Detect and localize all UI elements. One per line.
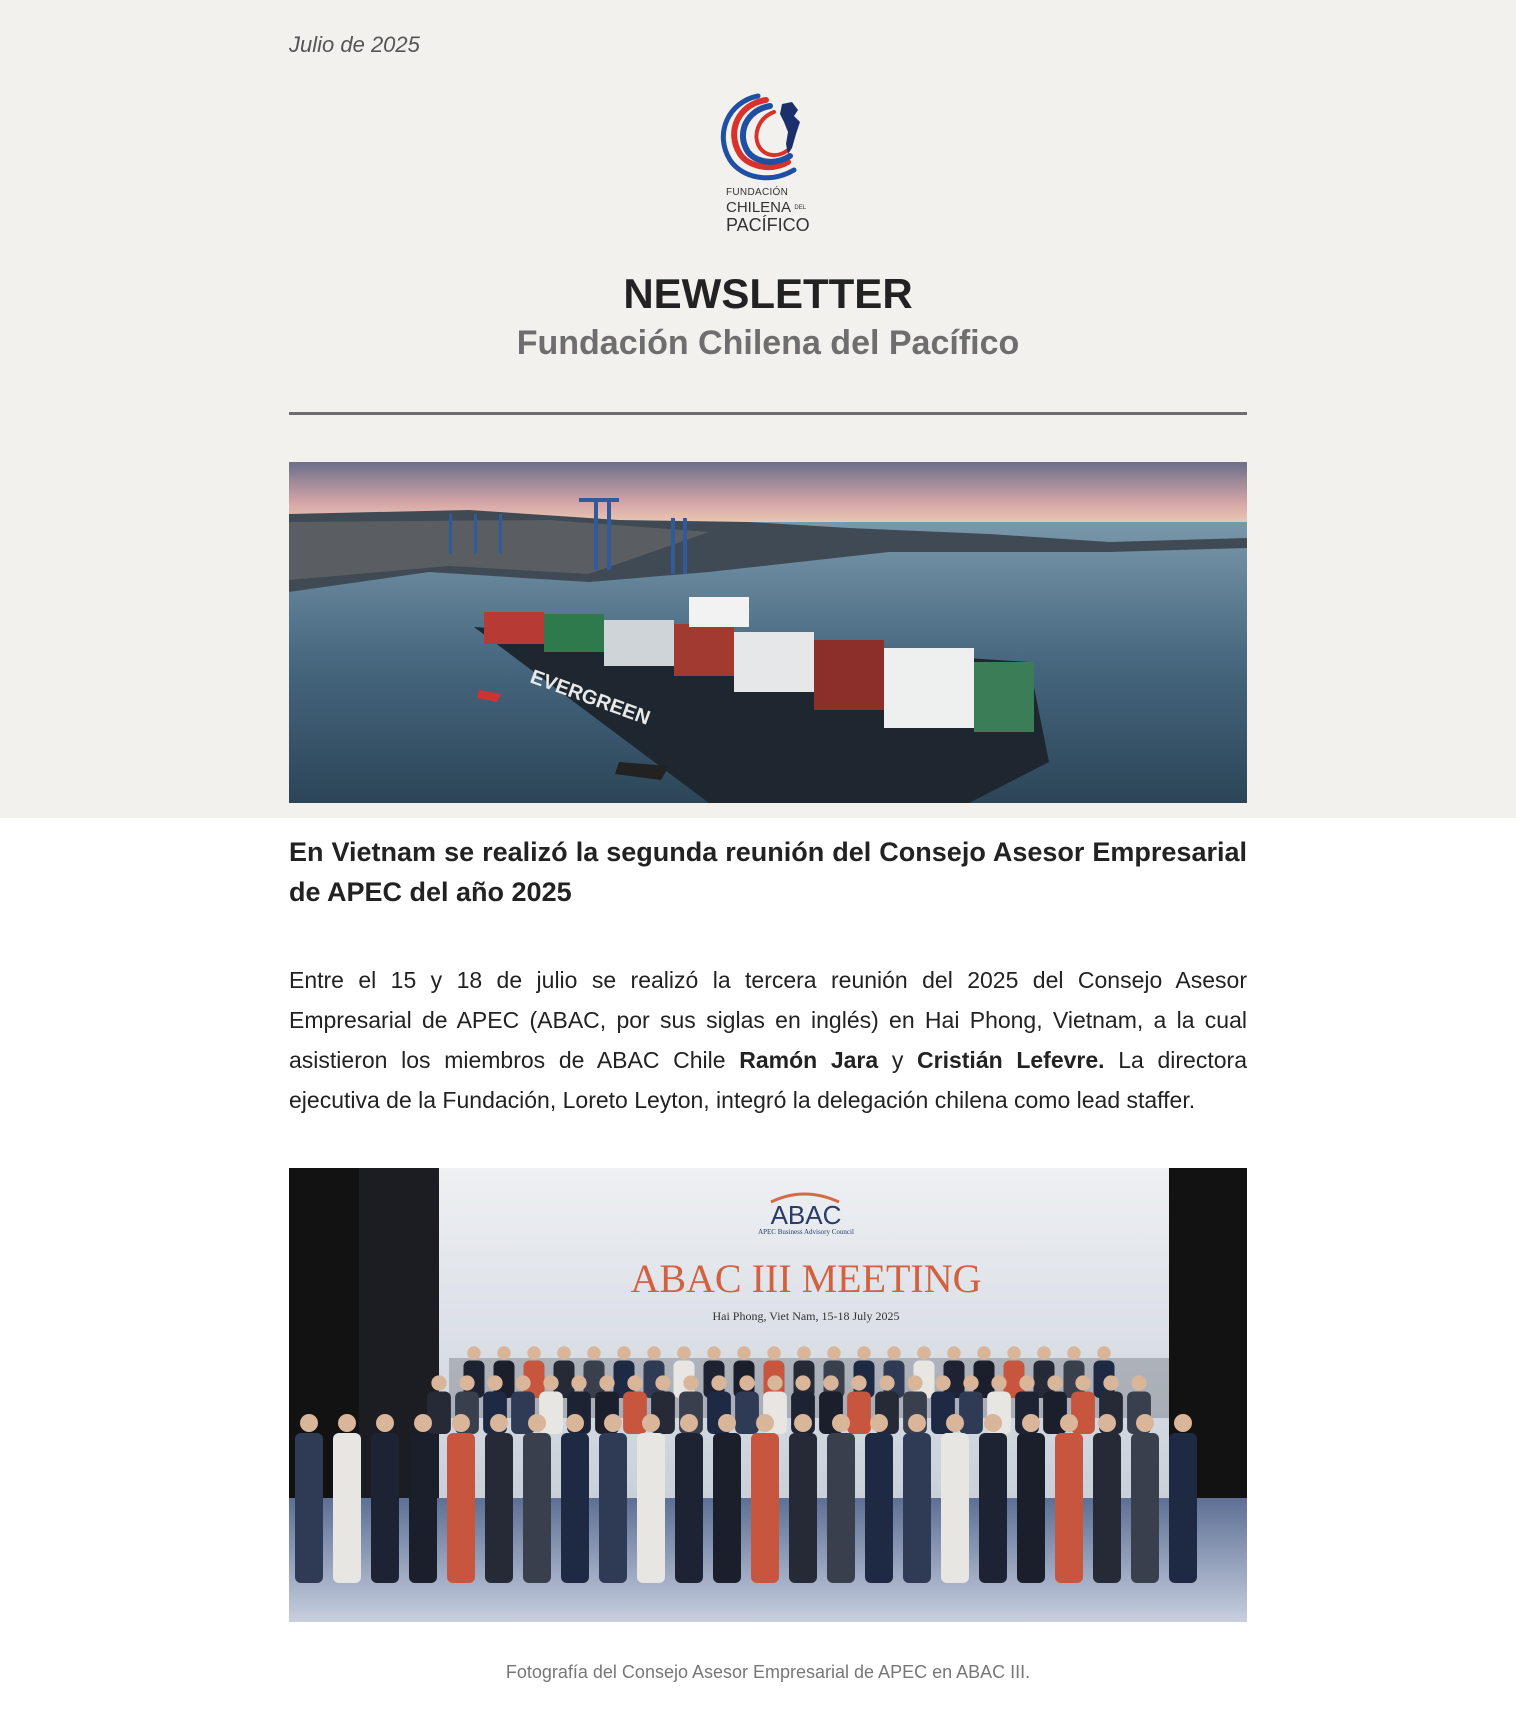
ship-name-label: EVERGREEN: [527, 666, 653, 730]
attendee-head: [300, 1414, 318, 1432]
attendee-body: [371, 1433, 399, 1583]
attendee-body: [865, 1433, 893, 1583]
attendee-head: [587, 1346, 601, 1360]
attendee-head: [857, 1346, 871, 1360]
attendee-head: [870, 1414, 888, 1432]
attendee-head: [879, 1375, 894, 1390]
attendee-head: [797, 1346, 811, 1360]
attendee-head: [963, 1375, 978, 1390]
attendee-head: [1022, 1414, 1040, 1432]
attendee-head: [452, 1414, 470, 1432]
attendee-body: [485, 1433, 513, 1583]
body-text-1: Entre el 15 y 18 de julio se realizó la tercera reunión del 2025 del Consejo Asesor Empresarial de APEC (ABAC, por sus siglas en inglés) en Hai Phong, Vietnam, a la cual asistieron los miembros de ABAC Chile: [289, 967, 1247, 1073]
attendee-head: [823, 1375, 838, 1390]
attendee-head: [467, 1346, 481, 1360]
photo-caption: Fotografía del Consejo Asesor Empresarial de APEC en ABAC III.: [505, 1662, 1031, 1682]
attendee-head: [515, 1375, 530, 1390]
attendee-body: [1169, 1433, 1197, 1583]
attendee-head: [338, 1414, 356, 1432]
article-headline: En Vietnam se realizó la segunda reunión del Consejo Asesor Empresarial de APEC del año 2025: [289, 837, 1247, 907]
attendee-head: [977, 1346, 991, 1360]
attendee-body: [941, 1433, 969, 1583]
attendee-body: [1017, 1433, 1045, 1583]
attendee-body: [847, 1392, 871, 1435]
attendee-head: [497, 1346, 511, 1360]
attendee-body: [561, 1433, 589, 1583]
attendee-body: [979, 1433, 1007, 1583]
attendee-head: [737, 1346, 751, 1360]
attendee-body: [735, 1392, 759, 1435]
container-ship-port-photo: [289, 462, 1247, 803]
banner-small-text: APEC Business Advisory Council: [758, 1228, 854, 1236]
attendee-head: [1060, 1414, 1078, 1432]
newsletter-title: NEWSLETTER: [623, 270, 913, 317]
attendee-head: [642, 1414, 660, 1432]
attendee-head: [677, 1346, 691, 1360]
attendee-body: [903, 1433, 931, 1583]
attendee-head: [1174, 1414, 1192, 1432]
attendee-head: [711, 1375, 726, 1390]
attendee-body: [523, 1433, 551, 1583]
attendee-head: [599, 1375, 614, 1390]
newsletter-date: Julio de 2025: [289, 32, 420, 57]
attendee-head: [655, 1375, 670, 1390]
banner-title-text: ABAC III MEETING: [630, 1256, 982, 1301]
attendee-head: [794, 1414, 812, 1432]
attendee-head: [528, 1414, 546, 1432]
attendee-head: [680, 1414, 698, 1432]
attendee-head: [617, 1346, 631, 1360]
attendee-head: [1019, 1375, 1034, 1390]
attendee-head: [1098, 1414, 1116, 1432]
attendee-head: [1131, 1375, 1146, 1390]
attendee-head: [984, 1414, 1002, 1432]
attendee-head: [718, 1414, 736, 1432]
attendee-head: [683, 1375, 698, 1390]
logo-line-1: FUNDACIÓN: [726, 187, 789, 198]
attendee-head: [1067, 1346, 1081, 1360]
attendee-body: [333, 1433, 361, 1583]
attendee-head: [917, 1346, 931, 1360]
body-text-and: y: [878, 1047, 918, 1073]
attendee-head: [1037, 1346, 1051, 1360]
attendee-head: [571, 1375, 586, 1390]
attendee-body: [447, 1433, 475, 1583]
attendee-head: [490, 1414, 508, 1432]
attendee-head: [1047, 1375, 1062, 1390]
attendee-head: [543, 1375, 558, 1390]
attendee-head: [935, 1375, 950, 1390]
attendee-head: [907, 1375, 922, 1390]
attendee-head: [991, 1375, 1006, 1390]
attendee-body: [1055, 1433, 1083, 1583]
globe-swoosh-icon: [708, 92, 828, 188]
attendee-head: [851, 1375, 866, 1390]
attendee-head: [604, 1414, 622, 1432]
newsletter-subtitle: Fundación Chilena del Pacífico: [516, 324, 1020, 362]
attendee-body: [827, 1433, 855, 1583]
attendee-head: [1103, 1375, 1118, 1390]
attendee-head: [487, 1375, 502, 1390]
attendee-head: [376, 1414, 394, 1432]
attendee-head: [947, 1346, 961, 1360]
attendee-body: [675, 1433, 703, 1583]
attendee-head: [431, 1375, 446, 1390]
attendee-body: [789, 1433, 817, 1583]
attendee-body: [1093, 1433, 1121, 1583]
attendee-head: [739, 1375, 754, 1390]
body-text-2: La directora ejecutiva de la Fundación, Loreto Leyton, integró la delegación chilena como lead staffer.: [289, 1047, 1247, 1113]
attendee-head: [946, 1414, 964, 1432]
logo-wordmark: [726, 188, 836, 234]
abac-meeting-photo[interactable]: [289, 1168, 1247, 1622]
group-photo-image: [289, 1168, 1247, 1622]
article-body: [289, 960, 1247, 1120]
attendee-head: [827, 1346, 841, 1360]
attendee-head: [707, 1346, 721, 1360]
logo-line-2-text: CHILENA: [726, 199, 791, 216]
attendee-head: [1136, 1414, 1154, 1432]
attendee-head: [832, 1414, 850, 1432]
attendee-body: [599, 1433, 627, 1583]
attendee-body: [751, 1433, 779, 1583]
attendee-body: [409, 1433, 437, 1583]
attendee-head: [767, 1346, 781, 1360]
attendee-head: [557, 1346, 571, 1360]
attendee-head: [767, 1375, 782, 1390]
attendee-head: [1075, 1375, 1090, 1390]
attendee-head: [1097, 1346, 1111, 1360]
attendee-body: [295, 1433, 323, 1583]
banner-place-text: Hai Phong, Viet Nam, 15-18 July 2025: [712, 1309, 900, 1323]
attendee-head: [627, 1375, 642, 1390]
body-name-2: Cristián Lefevre.: [917, 1047, 1105, 1073]
attendee-head: [414, 1414, 432, 1432]
hero-image[interactable]: [289, 462, 1247, 803]
attendee-body: [637, 1433, 665, 1583]
attendee-head: [566, 1414, 584, 1432]
logo-line-2: [726, 200, 836, 215]
attendee-head: [908, 1414, 926, 1432]
attendee-head: [1007, 1346, 1021, 1360]
attendee-head: [795, 1375, 810, 1390]
attendee-head: [887, 1346, 901, 1360]
logo-line-2-small: DEL: [794, 205, 807, 212]
attendee-head: [647, 1346, 661, 1360]
banner-logo-text: ABAC: [770, 1200, 842, 1230]
attendee-head: [756, 1414, 774, 1432]
attendee-head: [459, 1375, 474, 1390]
body-name-1: Ramón Jara: [739, 1047, 879, 1073]
logo-line-3: PACÍFICO: [726, 215, 810, 235]
attendee-head: [527, 1346, 541, 1360]
attendee-body: [713, 1433, 741, 1583]
fundacion-logo[interactable]: [708, 92, 828, 242]
attendee-body: [1131, 1433, 1159, 1583]
header-divider: [289, 412, 1247, 415]
